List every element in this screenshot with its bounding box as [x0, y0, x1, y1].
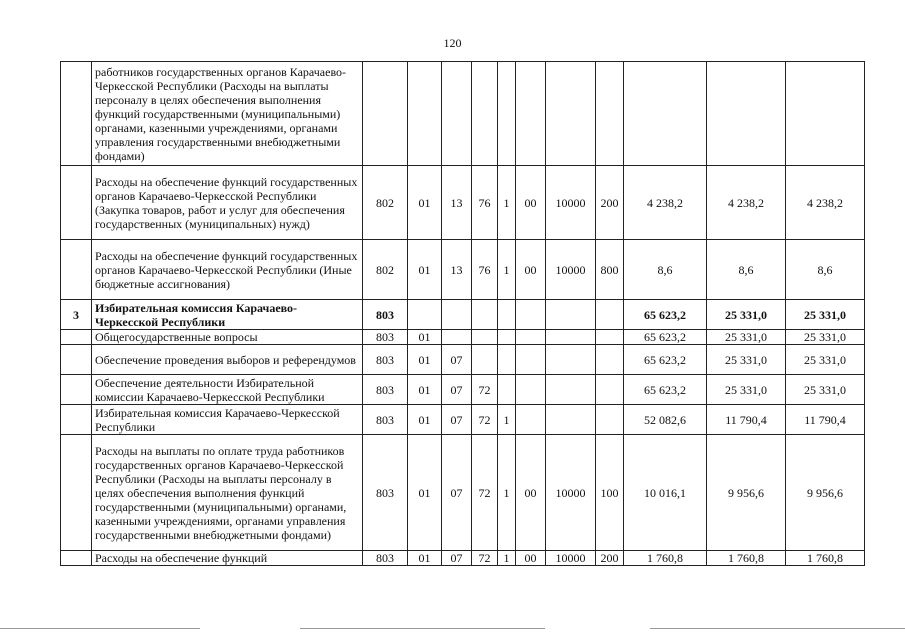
amount-year-1	[624, 62, 707, 166]
scan-artifact-line	[0, 628, 200, 629]
table-row	[61, 300, 865, 330]
row-name: Расходы на обеспечение функций	[92, 551, 363, 566]
measure-code: 00	[516, 551, 546, 566]
amount-year-1: 65 623,2	[624, 330, 707, 345]
section-code	[408, 300, 442, 330]
subprogram-code	[498, 330, 516, 345]
budget-table	[60, 61, 865, 566]
program-code	[472, 330, 498, 345]
subprogram-code: 1	[498, 166, 516, 240]
amount-year-1: 65 623,2	[624, 345, 707, 375]
measure-code	[516, 375, 546, 405]
subsection-code: 07	[442, 551, 472, 566]
subsection-code	[442, 330, 472, 345]
row-name: Расходы на обеспечение функций государственных органов Карачаево-Черкесской Республики (Иные бюджетные ассигнования)	[92, 240, 363, 300]
ved-code: 803	[363, 300, 408, 330]
amount-year-3: 1 760,8	[786, 551, 865, 566]
measure-code	[516, 300, 546, 330]
subsection-code: 07	[442, 375, 472, 405]
subprogram-code	[498, 345, 516, 375]
subprogram-code: 1	[498, 405, 516, 435]
amount-year-2: 25 331,0	[707, 330, 786, 345]
subprogram-code: 1	[498, 551, 516, 566]
subprogram-code	[498, 300, 516, 330]
amount-year-3: 11 790,4	[786, 405, 865, 435]
row-name: Избирательная комиссия Карачаево-Черкесской Республики	[92, 405, 363, 435]
ved-code: 802	[363, 240, 408, 300]
amount-year-2: 9 956,6	[707, 435, 786, 551]
amount-year-3: 25 331,0	[786, 375, 865, 405]
amount-year-2: 8,6	[707, 240, 786, 300]
table-row	[61, 435, 865, 551]
table-row	[61, 551, 865, 566]
row-number	[61, 405, 92, 435]
measure-code: 00	[516, 166, 546, 240]
measure-code	[516, 330, 546, 345]
expense-type-code	[596, 375, 624, 405]
amount-year-2	[707, 62, 786, 166]
amount-year-3	[786, 62, 865, 166]
scan-artifact-line	[650, 628, 905, 629]
expense-type-code: 200	[596, 551, 624, 566]
row-name: работников государственных органов Карачаево-Черкесской Республики (Расходы на выплаты персоналу в целях обеспечения выполнения функций государственными (муниципальными) органами, казенными учреждениями, органами управления государственными внебюджетными фондами)	[92, 62, 363, 166]
amount-year-3: 25 331,0	[786, 300, 865, 330]
row-number	[61, 435, 92, 551]
section-code: 01	[408, 551, 442, 566]
ved-code: 802	[363, 166, 408, 240]
expense-type-code	[596, 300, 624, 330]
direction-code: 10000	[546, 240, 596, 300]
amount-year-3: 4 238,2	[786, 166, 865, 240]
amount-year-2: 25 331,0	[707, 300, 786, 330]
table-row	[61, 240, 865, 300]
subprogram-code	[498, 375, 516, 405]
measure-code	[516, 345, 546, 375]
section-code: 01	[408, 375, 442, 405]
subsection-code: 07	[442, 405, 472, 435]
direction-code	[546, 330, 596, 345]
measure-code	[516, 62, 546, 166]
direction-code	[546, 62, 596, 166]
row-number	[61, 345, 92, 375]
expense-type-code: 200	[596, 166, 624, 240]
row-name: Избирательная комиссия Карачаево-Черкесской Республики	[92, 300, 363, 330]
row-name: Обеспечение деятельности Избирательной комиссии Карачаево-Черкесской Республики	[92, 375, 363, 405]
direction-code	[546, 375, 596, 405]
section-code	[408, 62, 442, 166]
measure-code: 00	[516, 240, 546, 300]
amount-year-2: 4 238,2	[707, 166, 786, 240]
amount-year-2: 11 790,4	[707, 405, 786, 435]
amount-year-1: 65 623,2	[624, 375, 707, 405]
program-code: 72	[472, 551, 498, 566]
ved-code	[363, 62, 408, 166]
row-number	[61, 330, 92, 345]
amount-year-1: 1 760,8	[624, 551, 707, 566]
amount-year-1: 65 623,2	[624, 300, 707, 330]
amount-year-2: 25 331,0	[707, 375, 786, 405]
program-code	[472, 62, 498, 166]
amount-year-3: 25 331,0	[786, 330, 865, 345]
section-code: 01	[408, 330, 442, 345]
expense-type-code: 100	[596, 435, 624, 551]
row-number: 3	[61, 300, 92, 330]
subsection-code: 13	[442, 240, 472, 300]
page-number: 120	[443, 36, 462, 50]
section-code: 01	[408, 345, 442, 375]
expense-type-code: 800	[596, 240, 624, 300]
expense-type-code	[596, 62, 624, 166]
subprogram-code: 1	[498, 240, 516, 300]
amount-year-3: 8,6	[786, 240, 865, 300]
expense-type-code	[596, 330, 624, 345]
subprogram-code: 1	[498, 435, 516, 551]
subsection-code: 07	[442, 345, 472, 375]
direction-code: 10000	[546, 551, 596, 566]
table-row	[61, 330, 865, 345]
row-name: Общегосударственные вопросы	[92, 330, 363, 345]
direction-code: 10000	[546, 435, 596, 551]
program-code	[472, 300, 498, 330]
amount-year-1: 8,6	[624, 240, 707, 300]
row-name: Обеспечение проведения выборов и референдумов	[92, 345, 363, 375]
row-number	[61, 240, 92, 300]
row-number	[61, 551, 92, 566]
measure-code	[516, 405, 546, 435]
table-row	[61, 405, 865, 435]
subsection-code	[442, 62, 472, 166]
table-row	[61, 62, 865, 166]
table-row	[61, 345, 865, 375]
subsection-code	[442, 300, 472, 330]
program-code: 72	[472, 435, 498, 551]
section-code: 01	[408, 166, 442, 240]
direction-code	[546, 345, 596, 375]
section-code: 01	[408, 435, 442, 551]
amount-year-2: 25 331,0	[707, 345, 786, 375]
measure-code: 00	[516, 435, 546, 551]
program-code	[472, 345, 498, 375]
amount-year-1: 10 016,1	[624, 435, 707, 551]
table-row	[61, 166, 865, 240]
ved-code: 803	[363, 435, 408, 551]
amount-year-3: 25 331,0	[786, 345, 865, 375]
scan-artifact-line	[300, 628, 545, 629]
ved-code: 803	[363, 405, 408, 435]
row-number	[61, 375, 92, 405]
expense-type-code	[596, 405, 624, 435]
direction-code: 10000	[546, 166, 596, 240]
subsection-code: 13	[442, 166, 472, 240]
row-number	[61, 62, 92, 166]
row-name: Расходы на выплаты по оплате труда работников государственных органов Карачаево-Черкесской Республики (Расходы на выплаты персоналу в целях обеспечения выполнения функций государственными (муниципальными) органами, казенными учреждениями, органами управления государственными внебюджетными фондами)	[92, 435, 363, 551]
amount-year-1: 52 082,6	[624, 405, 707, 435]
subprogram-code	[498, 62, 516, 166]
row-name: Расходы на обеспечение функций государственных органов Карачаево-Черкесской Республики (Закупка товаров, работ и услуг для обеспечения государственных (муниципальных) нужд)	[92, 166, 363, 240]
expense-type-code	[596, 345, 624, 375]
section-code: 01	[408, 405, 442, 435]
amount-year-2: 1 760,8	[707, 551, 786, 566]
ved-code: 803	[363, 551, 408, 566]
amount-year-1: 4 238,2	[624, 166, 707, 240]
ved-code: 803	[363, 330, 408, 345]
ved-code: 803	[363, 345, 408, 375]
table-row	[61, 375, 865, 405]
program-code: 76	[472, 240, 498, 300]
direction-code	[546, 300, 596, 330]
program-code: 72	[472, 375, 498, 405]
amount-year-3: 9 956,6	[786, 435, 865, 551]
subsection-code: 07	[442, 435, 472, 551]
program-code: 76	[472, 166, 498, 240]
ved-code: 803	[363, 375, 408, 405]
row-number	[61, 166, 92, 240]
direction-code	[546, 405, 596, 435]
section-code: 01	[408, 240, 442, 300]
program-code: 72	[472, 405, 498, 435]
